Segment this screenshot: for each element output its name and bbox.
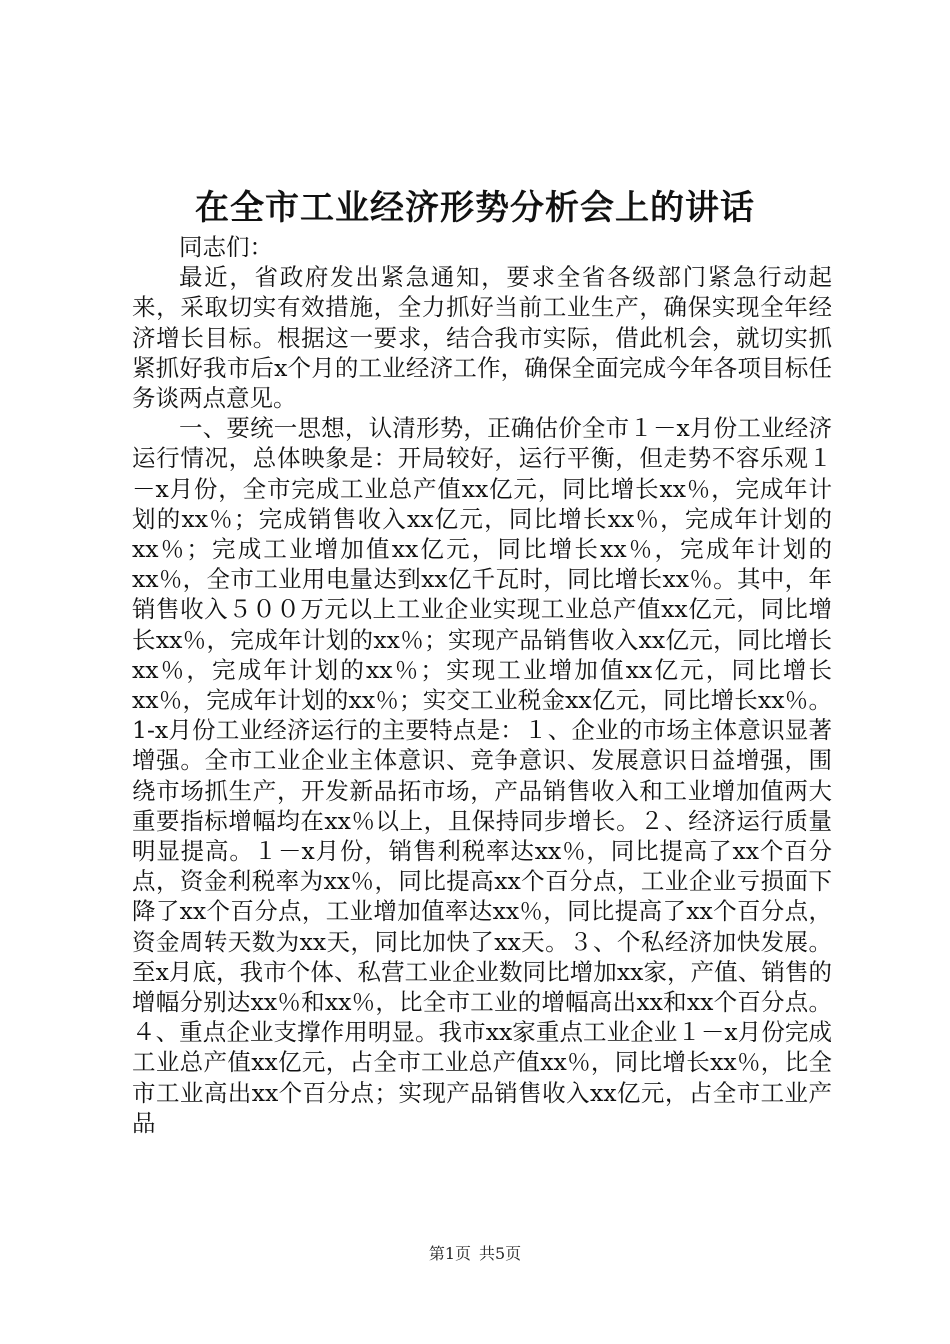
page-number: 第1页 xyxy=(428,1244,471,1263)
salutation: 同志们： xyxy=(179,233,273,261)
document-body xyxy=(132,232,832,1138)
paragraph-section-one: 一、要统一思想，认清形势，正确估价全市１－x月份工业经济运行情况，总体映象是：开局较好，运行平衡，但走势不容乐观１－x月份，全市完成工业总产值xx亿元，同比增长xx％，完成年计划的xx％；完成销售收入xx亿元，同比增长xx％，完成年计划的xx％；完成工业增加值xx亿元，同比增长xx％，完成年计划的xx％，全市工业用电量达到xx亿千瓦时，同比增长xx％。其中，年销售收入５００万元以上工业企业实现工业总产值xx亿元，同比增长xx％，完成年计划的xx％；实现产品销售收入xx亿元，同比增长xx％，完成年计划的xx％；实现工业增加值xx亿元，同比增长xx％，完成年计划的xx％；实交工业税金xx亿元，同比增长xx％。1-x月份工业经济运行的主要特点是：１、企业的市场主体意识显著增强。全市工业企业主体意识、竞争意识、发展意识日益增强，围绕市场抓生产，开发新品拓市场，产品销售收入和工业增加值两大重要指标增幅均在xx％以上，且保持同步增长。２、经济运行质量明显提高。１－x月份，销售利税率达xx％，同比提高了xx个百分点，资金利税率为xx％，同比提高xx个百分点，工业企业亏损面下降了xx个百分点，工业增加值率达xx％，同比提高了xx个百分点，资金周转天数为xx天，同比加快了xx天。３、个私经济加快发展。至x月底，我市个体、私营工业企业数同比增加xx家，产值、销售的增幅分别达xx％和xx％，比全市工业的增幅高出xx和xx个百分点。４、重点企业支撑作用明显。我市xx家重点工业企业１－x月份完成工业总产值xx亿元，占全市工业总产值xx％，同比增长xx％，比全市工业高出xx个百分点；实现产品销售收入xx亿元，占全市工业产品 xyxy=(132,414,832,1137)
document-title: 在全市工业经济形势分析会上的讲话 xyxy=(195,188,755,228)
page-footer xyxy=(0,1243,950,1265)
paragraph-intro: 最近，省政府发出紧急通知，要求全省各级部门紧急行动起来，采取切实有效措施，全力抓好当前工业生产，确保实现全年经济增长目标。根据这一要求，结合我市实际，借此机会，就切实抓紧抓好我市后x个月的工业经济工作，确保全面完成今年各项目标任务谈两点意见。 xyxy=(132,263,832,413)
page-total: 共5页 xyxy=(479,1244,522,1263)
